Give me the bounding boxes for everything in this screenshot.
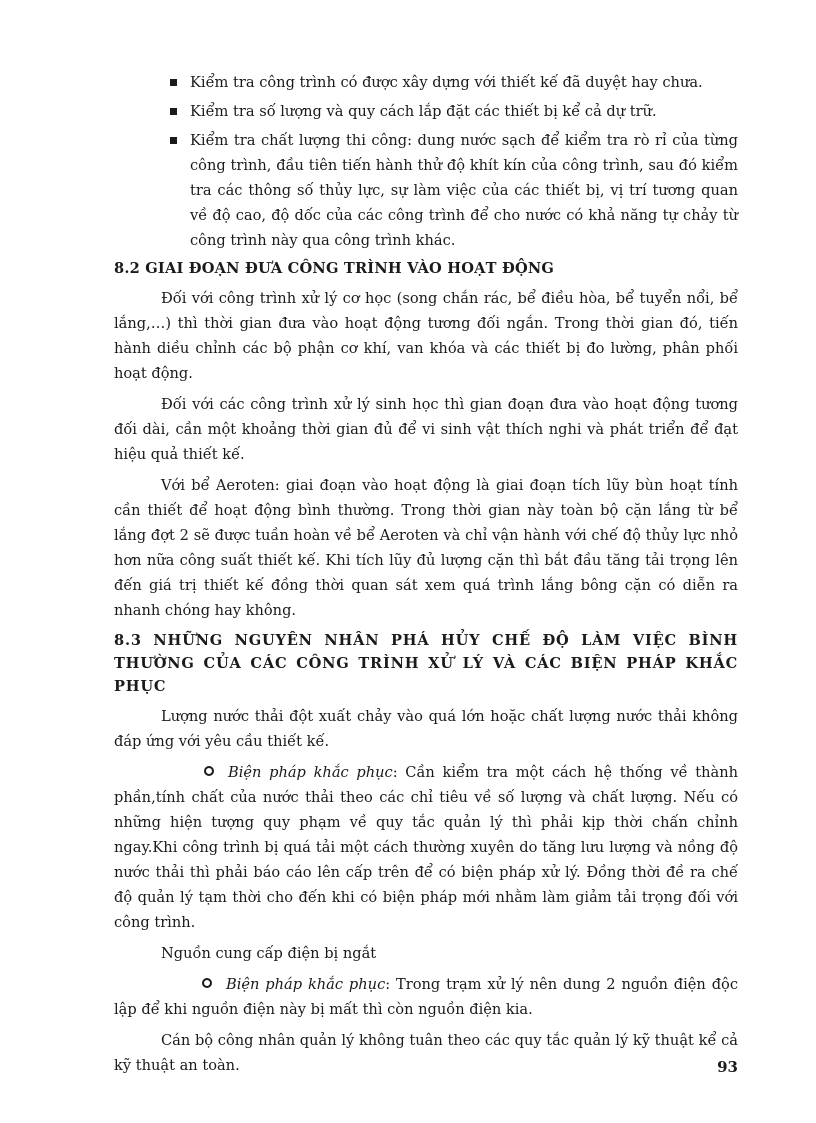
measure-label: Biện pháp khắc phục xyxy=(228,764,393,781)
list-item: Kiểm tra chất lượng thi công: dung nước sạch để kiểm tra rò rỉ của từng công trình, đầu tiên tiến hành thử độ khít kín của công trình, sau đó kiểm tra các thông số thủy lực, sự làm việc của các thiết bị, vị trí tương quan về độ cao, độ dốc của các công trình để cho nước có khả năng tự chảy từ công trình này qua công trình khác. xyxy=(114,128,738,253)
section-heading-8-3: 8.3 NHỮNG NGUYÊN NHÂN PHÁ HỦY CHẾ ĐỘ LÀM VIỆC BÌNH THƯỜNG CỦA CÁC CÔNG TRÌNH XỬ LÝ VÀ CÁC BIỆN PHÁP KHẮC PHỤC xyxy=(114,632,738,695)
measure-text: : Trong trạm xử lý nên dung 2 nguồn điện độc lập để khi nguồn điện này bị mất thì còn nguồn điện kia. xyxy=(114,976,739,1018)
measure-text: : Cần kiểm tra một cách hệ thống về thành phần,tính chất của nước thải theo các chỉ tiêu về số lượng và chất lượng. Nếu có những hiện tượng quy phạm về quy tắc quản lý thì phải kịp thời chấn chỉnh ngay.Khi công trình bị quá tải một cách thường xuyên do tăng lưu lượng và nồng độ nước thải thì phải báo cáo lên cấp trên để có biện pháp xử lý. Đồng thời đề ra chế độ quản lý tạm thời cho đến khi có biện pháp mới nhằm làm giảm tải trọng đối với công trình. xyxy=(114,764,738,931)
checklist xyxy=(114,70,738,253)
paragraph: Nguồn cung cấp điện bị ngắt xyxy=(161,945,377,962)
paragraph: Đối với công trình xử lý cơ học (song chắn rác, bể điều hòa, bể tuyển nổi, bể lắng,…) thì thời gian đưa vào hoạt động tương đối ngắn. Trong thời gian đó, tiến hành diều chỉnh các bộ phận cơ khí, van khóa và các thiết bị đo lường, phân phối hoạt động. xyxy=(114,290,738,382)
measure-label: Biện pháp khắc phục xyxy=(226,976,386,993)
measure-item xyxy=(114,760,738,935)
list-item: Kiểm tra số lượng và quy cách lắp đặt các thiết bị kể cả dự trữ. xyxy=(114,99,738,124)
paragraph: Với bể Aeroten: giai đoạn vào hoạt động là giai đoạn tích lũy bùn hoạt tính cần thiết để hoạt động bình thường. Trong thời gian này toàn bộ cặn lắng từ bể lắng đợt 2 sẽ được tuần hoàn về bể Aeroten và chỉ vận hành với chế độ thủy lực nhỏ hơn nữa công suất thiết kế. Khi tích lũy đủ lượng cặn thì bắt đầu tăng tải trọng lên đến giá trị thiết kế đồng thời quan sát xem quá trình lắng bông cặn có diễn ra nhanh chóng hay không. xyxy=(114,477,738,619)
square-bullet-icon xyxy=(170,108,177,115)
square-bullet-icon xyxy=(170,79,177,86)
section-heading-8-2: 8.2 GIAI ĐOẠN ĐƯA CÔNG TRÌNH VÀO HOẠT ĐỘNG xyxy=(114,260,555,277)
page-number: 93 xyxy=(717,1058,738,1076)
measure-item xyxy=(114,972,738,1022)
circle-bullet-icon xyxy=(202,978,212,988)
circle-bullet-icon xyxy=(204,766,214,776)
page-content xyxy=(114,70,738,1084)
paragraph: Cán bộ công nhân quản lý không tuân theo các quy tắc quản lý kỹ thuật kể cả kỹ thuật an toàn. xyxy=(114,1032,738,1074)
square-bullet-icon xyxy=(170,137,177,144)
paragraph: Đối với các công trình xử lý sinh học thì gian đoạn đưa vào hoạt động tương đối dài, cần một khoảng thời gian đủ để vi sinh vật thích nghi và phát triển để đạt hiệu quả thiết kế. xyxy=(114,396,738,463)
paragraph: Lượng nước thải đột xuất chảy vào quá lớn hoặc chất lượng nước thải không đáp ứng với yêu cầu thiết kế. xyxy=(114,708,738,750)
list-item: Kiểm tra công trình có được xây dựng với thiết kế đã duyệt hay chưa. xyxy=(114,70,738,95)
